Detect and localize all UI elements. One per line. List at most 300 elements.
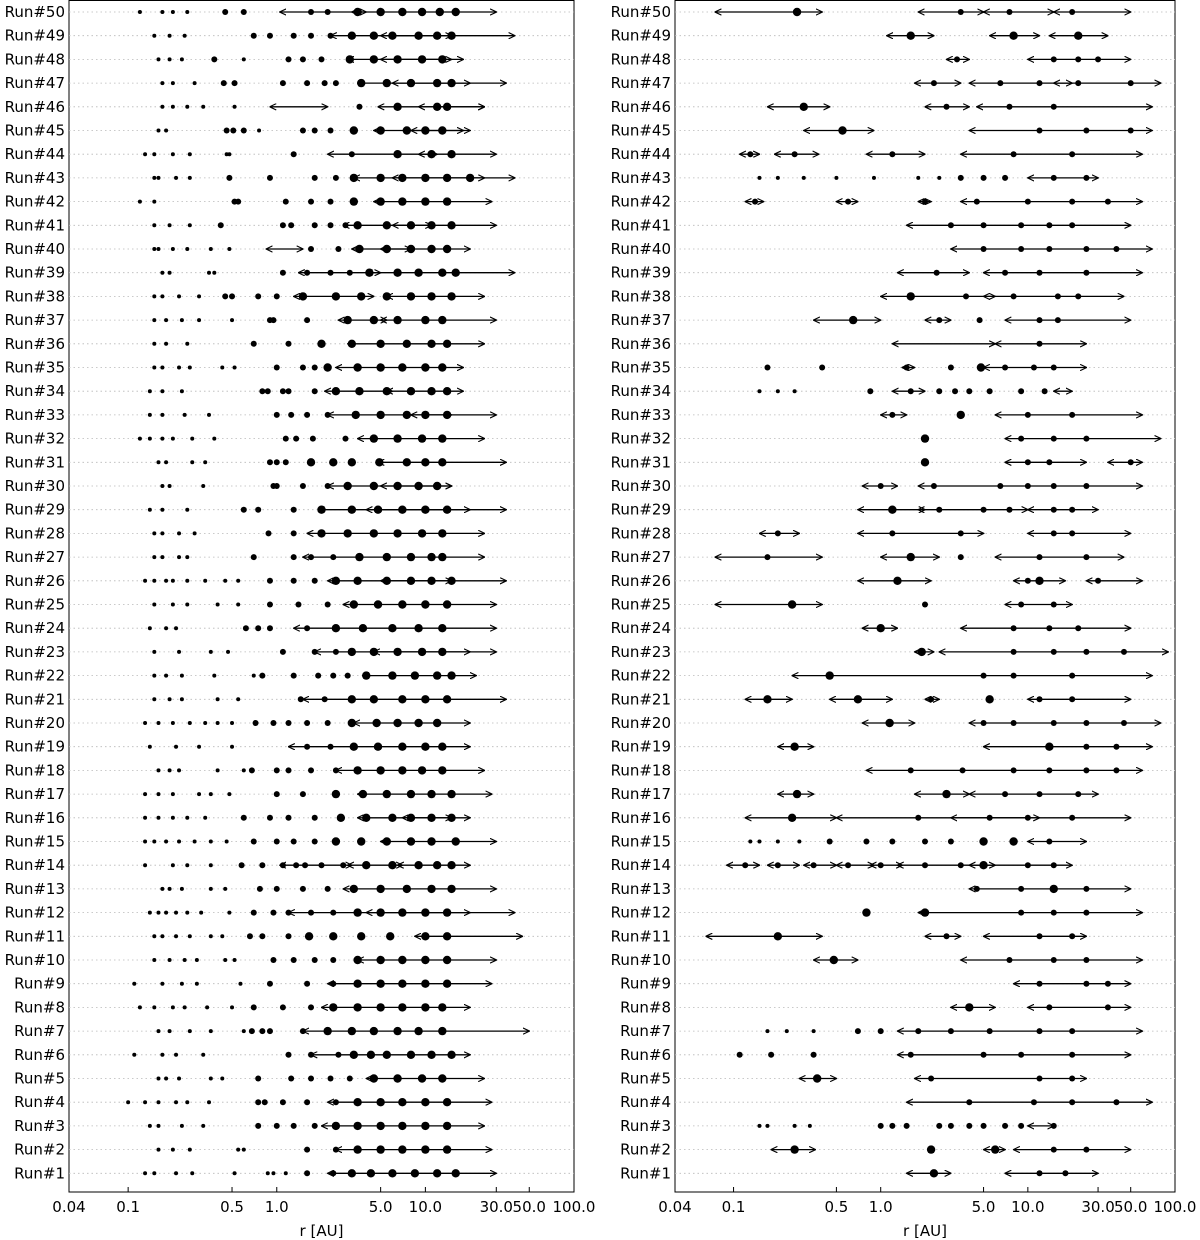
planet-dot: [1083, 1147, 1089, 1153]
planet-dot: [904, 365, 910, 371]
planet-dot: [171, 792, 175, 796]
planet-dot: [340, 862, 346, 868]
planet-dot: [790, 1145, 798, 1153]
row-label: Run#30: [610, 477, 671, 495]
planet-dot: [347, 270, 353, 276]
planet-dot: [737, 1052, 743, 1058]
planet-dot: [288, 222, 294, 228]
planet-dot: [350, 174, 358, 182]
planet-dot: [312, 1123, 318, 1129]
planet-dot: [921, 908, 929, 916]
planet-dot: [304, 744, 310, 750]
planet-dot: [168, 958, 172, 962]
planet-dot: [1083, 649, 1089, 655]
planet-dot: [332, 577, 340, 585]
planet-dot: [353, 363, 361, 371]
planet-dot: [427, 340, 435, 348]
planet-dot: [325, 412, 331, 418]
planet-dot: [332, 624, 340, 632]
planet-dot: [348, 719, 356, 727]
x-tick-label: 30.0: [479, 1198, 513, 1216]
x-tick-label: 50.0: [1114, 1198, 1148, 1216]
planet-dot: [322, 696, 328, 702]
planet-dot: [259, 933, 265, 939]
planet-dot: [427, 292, 435, 300]
planet-dot: [350, 126, 358, 134]
planet-dot: [383, 577, 391, 585]
planet-dot: [376, 1145, 384, 1153]
planet-dot: [242, 1029, 246, 1033]
planet-dot: [1083, 554, 1089, 560]
x-tick-label: 0.5: [824, 1198, 849, 1216]
planet-dot: [427, 150, 435, 158]
planet-dot: [1069, 1028, 1075, 1034]
planet-dot: [160, 887, 164, 891]
row-label: Run#7: [14, 1022, 65, 1041]
row-label: Run#45: [610, 121, 671, 140]
row-label: Run#14: [610, 856, 671, 875]
planet-dot: [226, 650, 230, 654]
planet-dot: [143, 1171, 147, 1175]
x-tick-label: 50.0: [512, 1198, 546, 1216]
planet-dot: [398, 908, 406, 916]
planet-dot: [1075, 625, 1081, 631]
planet-dot: [1011, 673, 1017, 679]
planet-dot: [160, 555, 164, 559]
planet-dot: [177, 531, 181, 535]
row-label: Run#18: [610, 761, 671, 780]
row-label: Run#31: [610, 453, 671, 472]
planet-dot: [376, 956, 384, 964]
planet-dot: [421, 956, 429, 964]
planet-dot: [190, 437, 194, 441]
planet-dot: [185, 603, 189, 607]
planet-dot: [383, 837, 391, 845]
planet-dot: [203, 816, 207, 820]
row-label: Run#1: [14, 1164, 65, 1183]
planet-dot: [138, 1005, 142, 1009]
planet-dot: [376, 411, 384, 419]
planet-dot: [286, 1052, 292, 1058]
planet-dot: [295, 602, 301, 608]
planet-dot: [330, 554, 336, 560]
planet-dot: [849, 316, 857, 324]
planet-dot: [958, 9, 964, 15]
planet-dot: [877, 624, 885, 632]
planet-dot: [152, 247, 156, 251]
planet-dot: [333, 80, 339, 86]
planet-dot: [398, 956, 406, 964]
planet-dot: [286, 720, 292, 726]
planet-dot: [180, 389, 184, 393]
planet-dot: [347, 1076, 353, 1082]
planet-dot: [185, 105, 189, 109]
planet-dot: [830, 956, 838, 964]
planet-dot: [304, 720, 310, 726]
planet-dot: [1035, 577, 1043, 585]
planet-dot: [421, 1098, 429, 1106]
planet-dot: [407, 814, 415, 822]
planet-dot: [333, 1147, 339, 1153]
planet-dot: [220, 366, 224, 370]
planet-dot: [1051, 530, 1057, 536]
row-label: Run#23: [4, 642, 65, 661]
planet-dot: [152, 603, 156, 607]
planet-dot: [393, 103, 401, 111]
planet-dot: [164, 674, 168, 678]
planet-dot: [325, 483, 331, 489]
planet-dot: [774, 932, 782, 940]
planet-dot: [421, 695, 429, 703]
planet-dot: [160, 934, 164, 938]
row-label: Run#26: [610, 571, 671, 590]
planet-dot: [427, 553, 435, 561]
planet-dot: [372, 719, 380, 727]
planet-dot: [143, 863, 147, 867]
planet-dot: [317, 506, 325, 514]
row-label: Run#49: [4, 26, 65, 45]
planet-dot: [1002, 1123, 1008, 1129]
planet-dot: [274, 839, 280, 845]
planet-dot: [305, 932, 313, 940]
planet-dot: [156, 176, 160, 180]
planet-dot: [433, 671, 441, 679]
planet-dot: [152, 152, 156, 156]
planet-dot: [218, 222, 224, 228]
planet-dot: [757, 176, 761, 180]
planet-dot: [466, 174, 474, 182]
planet-dot: [1006, 104, 1012, 110]
planet-dot: [160, 1053, 164, 1057]
planet-dot: [300, 791, 306, 797]
planet-dot: [433, 32, 441, 40]
planet-dot: [353, 1003, 361, 1011]
planet-dot: [357, 292, 365, 300]
planet-dot: [138, 200, 142, 204]
planet-dot: [274, 365, 280, 371]
planet-dot: [148, 413, 152, 417]
planet-dot: [222, 9, 228, 15]
planet-dot: [160, 105, 164, 109]
planet-dot: [388, 814, 396, 822]
row-label: Run#44: [610, 145, 671, 164]
planet-dot: [152, 200, 156, 204]
planet-dot: [981, 720, 987, 726]
planet-dot: [350, 743, 358, 751]
row-label: Run#10: [4, 951, 65, 969]
planet-dot: [421, 411, 429, 419]
planet-dot: [322, 80, 328, 86]
planet-dot: [374, 506, 382, 514]
planet-dot: [1051, 649, 1057, 655]
planet-dot: [438, 363, 446, 371]
planet-dot: [383, 79, 391, 87]
planet-dot: [447, 885, 455, 893]
planet-dot: [259, 862, 265, 868]
planet-dot: [942, 790, 950, 798]
row-label: Run#15: [4, 832, 65, 851]
planet-dot: [393, 1027, 401, 1035]
planet-dot: [386, 932, 394, 940]
planet-dot: [418, 55, 426, 63]
planet-dot: [421, 174, 429, 182]
planet-dot: [418, 1074, 426, 1082]
planet-dot: [452, 269, 460, 277]
row-label: Run#14: [4, 856, 65, 875]
row-label: Run#39: [610, 263, 671, 282]
planet-dot: [185, 555, 189, 559]
planet-dot: [407, 221, 415, 229]
planet-dot: [241, 128, 247, 134]
planet-dot: [156, 247, 160, 251]
planet-dot: [452, 1169, 460, 1177]
row-label: Run#20: [4, 714, 65, 732]
planet-dot: [937, 176, 941, 180]
planet-dot: [236, 697, 240, 701]
planet-dot: [286, 933, 292, 939]
planet-dot: [375, 458, 383, 466]
planet-dot: [312, 128, 318, 134]
planet-dot: [800, 103, 808, 111]
planet-dot: [236, 603, 240, 607]
planet-dot: [1069, 673, 1075, 679]
planet-dot: [1018, 1123, 1024, 1129]
planet-dot: [438, 269, 446, 277]
planet-dot: [291, 957, 297, 963]
planet-dot: [188, 1148, 192, 1152]
planet-dot: [348, 1169, 356, 1177]
planet-dot: [907, 32, 915, 40]
planet-dot: [312, 388, 318, 394]
planet-dot: [1046, 222, 1052, 228]
planet-dot: [148, 626, 152, 630]
planet-dot: [280, 1004, 286, 1010]
planet-dot: [255, 1076, 261, 1082]
planet-dot: [393, 1074, 401, 1082]
planet-dot: [312, 222, 318, 228]
planet-dot: [249, 767, 255, 773]
planet-dot: [270, 317, 276, 323]
planet-dot: [328, 33, 334, 39]
planet-dot: [398, 980, 406, 988]
planet-dot: [180, 1124, 184, 1128]
planet-dot: [1128, 459, 1134, 465]
planet-dot: [1051, 910, 1057, 916]
row-label: Run#38: [610, 287, 671, 306]
row-label: Run#5: [14, 1069, 65, 1088]
row-label: Run#5: [620, 1069, 671, 1088]
planet-dot: [997, 80, 1003, 86]
planet-dot: [312, 578, 318, 584]
planet-dot: [808, 1124, 812, 1128]
planet-dot: [270, 720, 276, 726]
planet-dot: [233, 105, 237, 109]
planet-dot: [152, 366, 156, 370]
planet-dot: [403, 458, 411, 466]
planet-dot: [230, 128, 236, 134]
planet-dot: [1006, 507, 1012, 513]
planet-dot: [374, 600, 382, 608]
planet-dot: [209, 1029, 213, 1033]
planet-dot: [414, 482, 422, 490]
planet-dot: [328, 222, 334, 228]
planet-dot: [904, 1123, 910, 1129]
planet-dot: [1037, 80, 1043, 86]
planet-dot: [325, 9, 331, 15]
planet-dot: [985, 695, 993, 703]
planet-dot: [230, 318, 234, 322]
row-label: Run#41: [610, 216, 671, 235]
planet-dot: [1083, 436, 1089, 442]
planet-dot: [193, 840, 197, 844]
planet-dot: [433, 482, 441, 490]
planet-dot: [966, 388, 972, 394]
right-panel: [611, 1, 1197, 1240]
planet-dot: [317, 340, 325, 348]
planet-dot: [1074, 32, 1082, 40]
planet-dot: [427, 245, 435, 253]
planet-dot: [333, 649, 339, 655]
planet-dot: [438, 55, 446, 63]
planet-dot: [293, 862, 299, 868]
planet-dot: [438, 624, 446, 632]
planet-dot: [1113, 246, 1119, 252]
planet-dot: [156, 792, 160, 796]
planet-dot: [188, 176, 192, 180]
row-label: Run#37: [610, 311, 671, 330]
planet-dot: [438, 648, 446, 656]
planet-dot: [152, 958, 156, 962]
row-label: Run#47: [4, 74, 65, 93]
planet-dot: [407, 387, 415, 395]
planet-dot: [1037, 1028, 1043, 1034]
planet-dot: [171, 105, 175, 109]
planet-dot: [291, 507, 297, 513]
planet-dot: [332, 837, 340, 845]
planet-dot: [403, 340, 411, 348]
planet-dot: [908, 767, 914, 773]
planet-dot: [438, 458, 446, 466]
planet-dot: [421, 363, 429, 371]
planet-dot: [388, 671, 396, 679]
planet-dot: [266, 530, 272, 536]
planet-dot: [308, 246, 314, 252]
planet-dot: [1011, 767, 1017, 773]
planet-dot: [319, 862, 325, 868]
planet-dot: [1025, 815, 1031, 821]
planet-dot: [1105, 199, 1111, 205]
planet-dot: [1083, 910, 1089, 916]
planet-dot: [1011, 649, 1017, 655]
planet-dot: [1083, 886, 1089, 892]
planet-dot: [251, 839, 257, 845]
planet-dot: [966, 1099, 972, 1105]
plot-frame: [69, 1, 574, 1193]
planet-dot: [393, 482, 401, 490]
planet-dot: [180, 674, 184, 678]
planet-dot: [255, 293, 261, 299]
planet-dot: [185, 247, 189, 251]
planet-dot: [893, 577, 901, 585]
planet-dot: [185, 1100, 189, 1104]
planet-dot: [280, 862, 286, 868]
planet-dot: [233, 1171, 237, 1175]
planet-dot: [190, 1171, 194, 1175]
planet-dot: [253, 720, 259, 726]
planet-dot: [376, 126, 384, 134]
row-label: Run#19: [4, 737, 65, 756]
planet-dot: [443, 340, 451, 348]
planet-dot: [427, 837, 435, 845]
planet-dot: [156, 816, 160, 820]
planet-dot: [235, 199, 241, 205]
planet-dot: [152, 176, 156, 180]
planet-dot: [1069, 507, 1075, 513]
planet-dot: [308, 33, 314, 39]
planet-dot: [312, 365, 318, 371]
planet-dot: [1037, 270, 1043, 276]
planet-dot: [274, 767, 280, 773]
planet-dot: [788, 600, 796, 608]
planet-dot: [160, 366, 164, 370]
planet-dot: [393, 316, 401, 324]
planet-dot: [177, 650, 181, 654]
planet-dot: [267, 981, 273, 987]
left-panel: [5, 1, 596, 1240]
planet-dot: [1051, 56, 1057, 62]
planet-dot: [376, 885, 384, 893]
planet-dot: [987, 388, 993, 394]
planet-dot: [353, 221, 361, 229]
planet-dot: [1083, 128, 1089, 134]
planet-dot: [233, 958, 237, 962]
planet-dot: [267, 815, 273, 821]
planet-dot: [370, 316, 378, 324]
planet-dot: [209, 863, 213, 867]
planet-dot: [291, 33, 297, 39]
planet-dot: [193, 81, 197, 85]
planet-dot: [764, 554, 770, 560]
planet-dot: [168, 697, 172, 701]
planet-dot: [174, 934, 178, 938]
planet-dot: [148, 437, 152, 441]
planet-dot: [1051, 104, 1057, 110]
planet-dot: [209, 792, 213, 796]
planet-dot: [433, 861, 441, 869]
planet-dot: [160, 294, 164, 298]
planet-dot: [126, 1100, 130, 1104]
plot-frame: [675, 1, 1175, 1193]
planet-dot: [164, 626, 168, 630]
row-label: Run#27: [610, 548, 671, 567]
planet-dot: [965, 1003, 973, 1011]
planet-dot: [350, 197, 358, 205]
planet-dot: [1128, 80, 1134, 86]
planet-dot: [438, 766, 446, 774]
planet-dot: [255, 625, 261, 631]
planet-dot: [1002, 270, 1008, 276]
planet-dot: [274, 293, 280, 299]
planet-dot: [447, 671, 455, 679]
planet-dot: [348, 1027, 356, 1035]
planet-dot: [307, 458, 315, 466]
planet-dot: [152, 840, 156, 844]
planet-dot: [156, 721, 160, 725]
planet-dot: [834, 176, 838, 180]
planet-dot: [291, 673, 297, 679]
planet-dot: [143, 840, 147, 844]
planet-dot: [414, 1027, 422, 1035]
